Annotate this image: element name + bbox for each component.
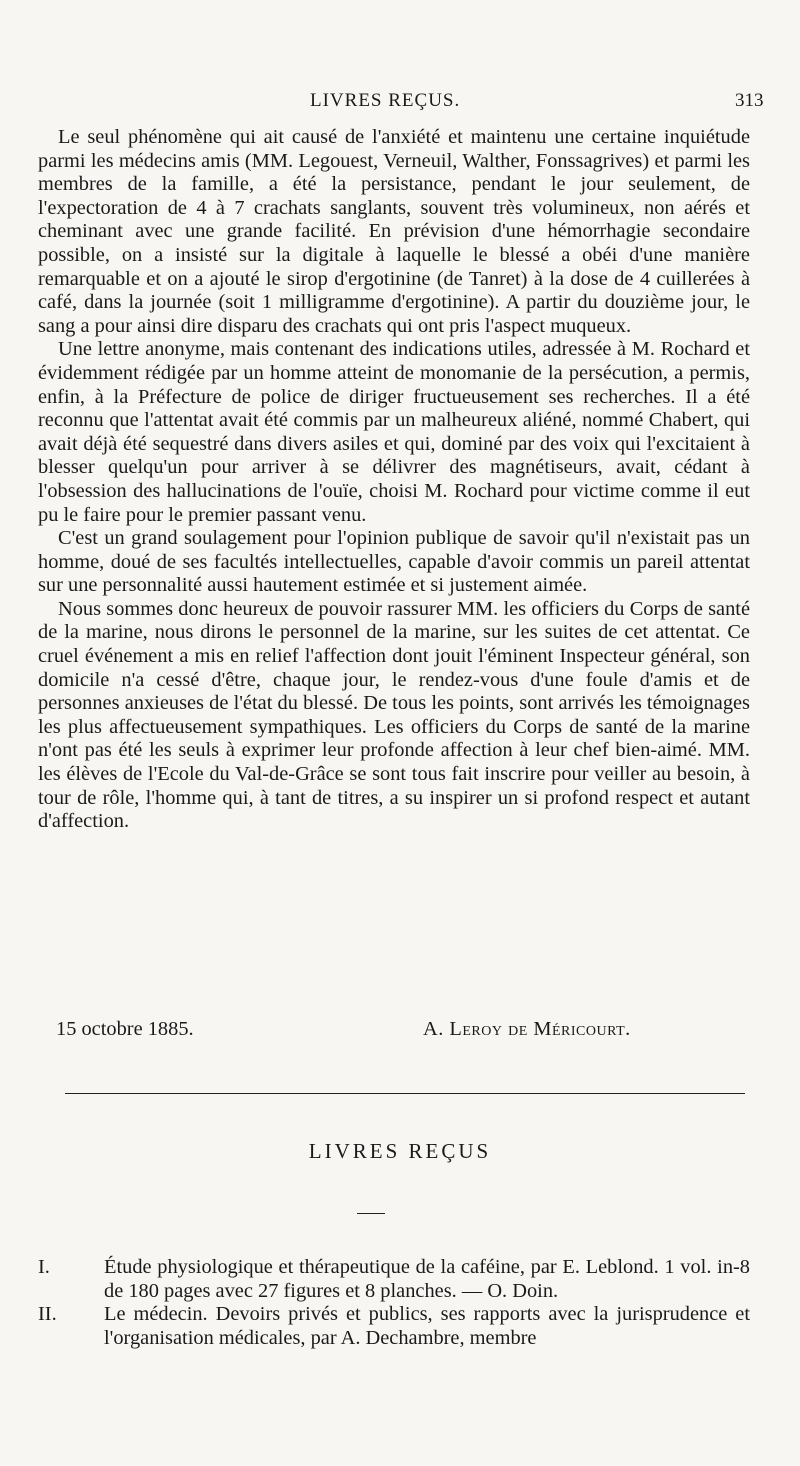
title-underline xyxy=(357,1213,385,1214)
article-body xyxy=(38,126,750,834)
running-head xyxy=(0,90,800,118)
book-list xyxy=(38,1256,750,1350)
list-item xyxy=(38,1256,750,1303)
paragraph: Une lettre anonyme, mais contenant des indications utiles, adressée à M. Rochard et évidemment rédigée par un homme atteint de monomanie de la persécution, a permis, enfin, à la Préfecture de police de diriger fructueusement ses recherches. Il a été reconnu que l'attentat avait été commis par un malheureux aliéné, nommé Chabert, qui avait déjà été sequestré dans divers asiles et qui, dominé par des voix qui l'excitaient à blesser quelqu'un pour arriver à se délivrer des magnétiseurs, avait, cédant à l'obsession des hallucinations de l'ouïe, choisi M. Rochard pour victime comme il eut pu le faire pour le premier passant venu. xyxy=(38,338,750,526)
paragraph: Le seul phénomène qui ait causé de l'anxiété et maintenu une certaine inquiétude parmi les médecins amis (MM. Legouest, Verneuil, Walther, Fonssagrives) et parmi les membres de la famille, a été la persistance, pendant le jour seulement, de l'expectoration de 4 à 7 crachats sanglants, souvent très volumineux, non aérés et cheminant avec une grande facilité. En prévision d'une hémorrhagie secondaire possible, on a insisté sur la digitale à laquelle le blessé a obéi d'une manière remarquable et on a ajouté le sirop d'ergotinine (de Tanret) à la dose de 4 cuillerées à café, dans la journée (soit 1 milligramme d'ergotinine). A partir du douzième jour, le sang a pour ainsi dire disparu des crachats qui ont pris l'aspect muqueux. xyxy=(38,126,750,337)
section-title: LIVRES REÇUS xyxy=(308,1139,492,1163)
signature-author: A. Leroy de Méricourt. xyxy=(423,1018,631,1040)
list-item-text: Étude physiologique et thérapeutique de la caféine, par E. Leblond. 1 vol. in-8 de 180 pages avec 27 figures et 8 planches. — O. Doin. xyxy=(104,1256,750,1302)
signature-date: 15 octobre 1885. xyxy=(56,1018,194,1040)
list-item xyxy=(38,1303,750,1350)
list-item-number: II. xyxy=(38,1303,57,1326)
signature-line xyxy=(38,1018,750,1044)
page-number: 313 xyxy=(735,90,764,111)
list-item-number: I. xyxy=(38,1256,50,1278)
paragraph: C'est un grand soulagement pour l'opinion publique de savoir qu'il n'existait pas un homme, doué de ses facultés intellectuelles, capable d'avoir commis un pareil attentat sur une personnalité aussi hautement estimée et si justement aimée. xyxy=(38,527,750,597)
section-divider xyxy=(65,1093,745,1094)
paragraph: Nous sommes donc heureux de pouvoir rassurer MM. les officiers du Corps de santé de la marine, nous dirons le personnel de la marine, sur les suites de cet attentat. Ce cruel événement a mis en relief l'affection dont jouit l'éminent Inspecteur général, son domicile n'a cessé d'être, chaque jour, le rendez-vous d'une foule d'amis et de personnes anxieuses de l'état du blessé. De tous les points, sont arrivés les témoignages les plus affectueusement sympathiques. Les officiers du Corps de santé de la marine n'ont pas été les seuls à exprimer leur profonde affection à leur chef bien-aimé. MM. les élèves de l'Ecole du Val-de-Grâce se sont tous fait inscrire pour veiller au besoin, à tour de rôle, l'homme qui, à tant de titres, a su inspirer un si profond respect et autant d'affection. xyxy=(38,597,750,833)
list-item-text: Le médecin. Devoirs privés et publics, ses rapports avec la jurisprudence et l'organisation médicales, par A. Dechambre, membre xyxy=(104,1303,750,1349)
running-title: LIVRES REÇUS. xyxy=(310,90,461,111)
